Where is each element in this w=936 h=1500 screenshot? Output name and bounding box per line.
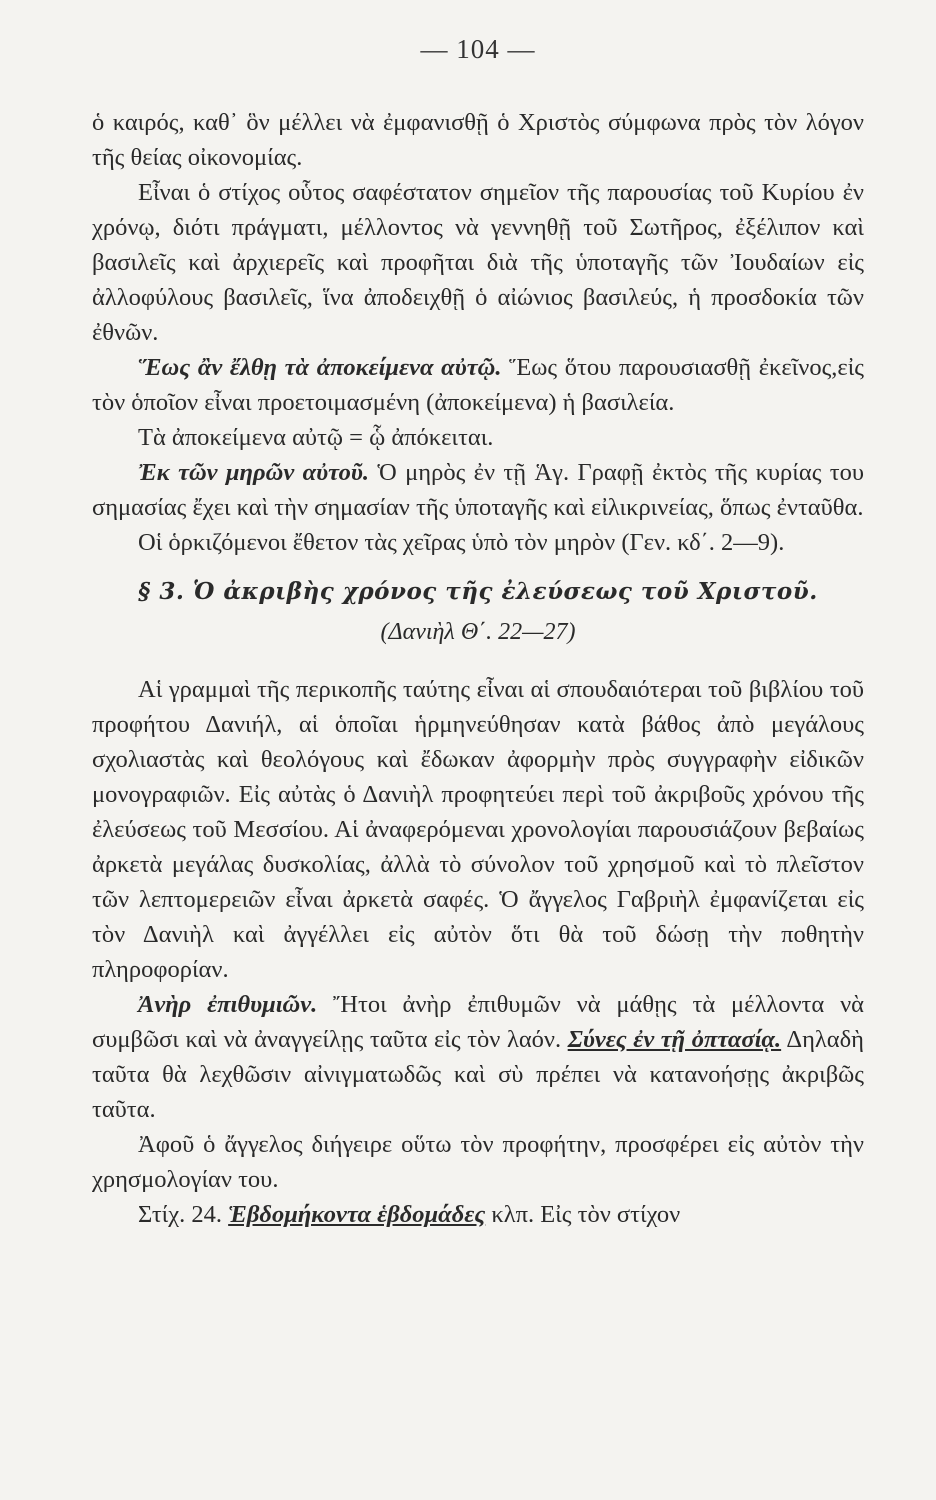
page-number: — 104 — bbox=[420, 34, 536, 64]
paragraph-7: Αἱ γραμμαὶ τῆς περικοπῆς ταύτης εἶναι αἱ σπουδαιότεραι τοῦ βιβλίου τοῦ προφήτου Δανιήλ, αἱ ὁποῖαι ἡρμηνεύθησαν κατὰ βάθος ἀπὸ μεγάλους σχολιαστὰς καὶ θεολόγους καὶ ἔδωκαν ἀφορμὴν πρὸς συγγραφὴν εἰδικῶν μονογραφιῶν. Εἰς αὐτὰς ὁ Δανιὴλ προφητεύει περὶ τοῦ ἀκριβοῦς χρόνου τῆς ἐλεύσεως τοῦ Μεσσίου. Αἱ ἀναφερόμεναι χρονολογίαι παρουσιάζουν βεβαίως ἀρκετὰ μεγάλας δυσκολίας, ἀλλὰ τὸ σύνολον τοῦ χρησμοῦ καὶ τὸ πλεῖστον τῶν λεπτομερειῶν εἶναι ἀρκετὰ σαφές. Ὁ ἄγγελος Γαβριὴλ ἐμφανίζεται εἰς τὸν Δανιὴλ καὶ ἀγγέλλει εἰς αὐτὸν ὅτι θὰ τοῦ δώσῃ τὴν ποθητὴν πληροφορίαν. bbox=[92, 676, 864, 983]
lemma-heos: Ἕως ἂν ἔλθῃ τὰ ἀποκείμενα αὐτῷ. bbox=[138, 354, 502, 381]
paragraph-1: ὁ καιρός, καθ᾿ ὃν μέλλει νὰ ἐμφανισθῇ ὁ Χριστὸς σύμφωνα πρὸς τὸν λόγον τῆς θείας οἰκονομίας. bbox=[92, 109, 864, 171]
lemma-aner: Ἀνὴρ ἐπιθυμιῶν. bbox=[138, 991, 318, 1018]
paragraph-3 bbox=[92, 350, 864, 420]
lemma-meron: Ἐκ τῶν μηρῶν αὐτοῦ. bbox=[138, 459, 370, 486]
paragraph-5-text: Ὁ μηρὸς ἐν τῇ Ἁγ. Γραφῇ ἐκτὸς τῆς κυρίας του σημασίας ἔχει καὶ τὴν σημασίαν τῆς ὑποταγῆς καὶ εἰλικρινείας, ὅπως ἐνταῦθα. bbox=[92, 459, 864, 521]
paragraph-8-text: Ἤτοι ἀνὴρ ἐπιθυμῶν νὰ μάθῃς τὰ μέλλοντα νὰ συμβῶσι καὶ νὰ ἀναγγείλῃς ταῦτα εἰς τὸν λαόν. bbox=[92, 991, 864, 1053]
paragraph-8 bbox=[92, 987, 864, 1127]
paragraph-10 bbox=[92, 1197, 864, 1232]
paragraph-2: Εἶναι ὁ στίχος οὗτος σαφέστατον σημεῖον τῆς παρουσίας τοῦ Κυρίου ἐν χρόνῳ, διότι πράγματι, μέλλοντος νὰ γεννηθῇ τοῦ Σωτῆρος, ἐξέλιπον καὶ βασιλεῖς καὶ ἀρχιερεῖς καὶ προφῆται διὰ τῆς ὑποταγῆς τῶν Ἰουδαίων εἰς ἀλλοφύλους βασιλεῖς, ἵνα ἀποδειχθῇ ὁ αἰώνιος βασιλεύς, ἡ προσδοκία τῶν ἐθνῶν. bbox=[92, 179, 864, 346]
paragraph-5 bbox=[92, 455, 864, 525]
paragraph-3-text: Ἕως ὅτου παρουσιασθῇ ἐκεῖνος,εἰς τὸν ὁποῖον εἶναι προετοιμασμένη (ἀποκείμενα) ἡ βασιλεία. bbox=[92, 354, 865, 416]
lemma-synes: Σύνες ἐν τῇ ὀπτασίᾳ. bbox=[567, 1026, 782, 1053]
lemma-hebdomekonta: Ἑβδομήκοντα ἑβδομάδες bbox=[228, 1201, 486, 1228]
paragraph-8-text-end: Δηλαδὴ ταῦτα θὰ λεχθῶσιν αἰνιγματωδῶς καὶ σὺ πρέπει νὰ κατανοήσῃς ἀκριβῶς ταῦτα. bbox=[92, 1026, 864, 1123]
paragraph-10-text: κλπ. Εἰς τὸν στίχον bbox=[485, 1201, 681, 1228]
section-subheading: (Δανιὴλ Θ΄. 22—27) bbox=[380, 619, 576, 645]
paragraph-6: Οἱ ὁρκιζόμενοι ἔθετον τὰς χεῖρας ὑπὸ τὸν μηρὸν (Γεν. κδ΄. 2—9). bbox=[138, 529, 785, 556]
section-heading: § 3. Ὁ ἀκριβὴς χρόνος τῆς ἐλεύσεως τοῦ Χριστοῦ. bbox=[138, 578, 818, 605]
paragraph-4: Τὰ ἀποκείμενα αὐτῷ = ᾧ ἀπόκειται. bbox=[138, 424, 494, 451]
paragraph-9: Ἀφοῦ ὁ ἄγγελος διήγειρε οὕτω τὸν προφήτην, προσφέρει εἰς αὐτὸν τὴν χρησμολογίαν του. bbox=[92, 1131, 864, 1193]
verse-ref: Στίχ. 24. bbox=[138, 1201, 229, 1228]
book-page bbox=[92, 34, 864, 1474]
